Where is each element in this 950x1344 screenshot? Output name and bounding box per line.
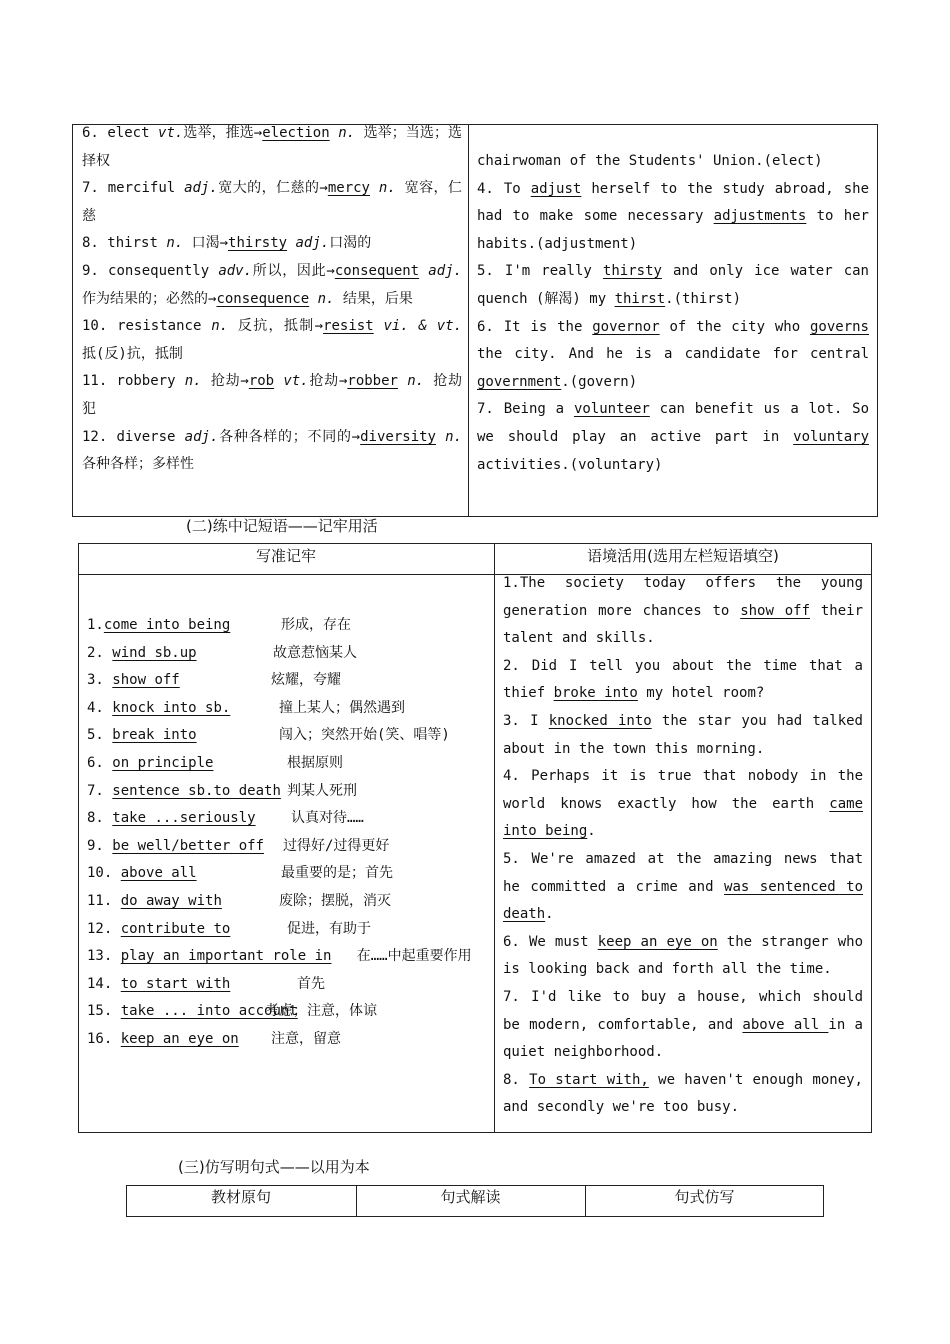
answer: play an important role in xyxy=(120,948,332,965)
phrase-item: 14. to start with 首先 xyxy=(87,975,325,992)
vocab-item-7: 7. merciful adj.宽大的，仁慈的→mercy n. 宽容，仁慈 xyxy=(82,180,462,224)
vocab-item-8: 8. thirst n. 口渴→thirsty adj.口渴的 xyxy=(82,235,372,252)
answer: to start with xyxy=(120,975,231,992)
answer: election xyxy=(262,125,330,141)
sentence-item: 7. I'd like to buy a house, which should be modern, comfortable, and above all in a quiet neighborhood. xyxy=(503,988,863,1061)
answer: come into being xyxy=(103,617,231,633)
vocab-item-6: 6. elect vt.选举，推选→election n. 选举；当选；选择权 xyxy=(82,125,463,169)
phrase-item: 8. take ...seriously 认真对待…… xyxy=(87,810,364,827)
answer: rob xyxy=(248,373,275,390)
answer: adjustments xyxy=(713,208,807,225)
answer: came into being xyxy=(503,795,863,840)
answer: above all xyxy=(742,1016,829,1033)
phrase-item: 6. on principle 根据原则 xyxy=(87,754,343,771)
answer: knock into sb. xyxy=(112,699,231,716)
phrase-table-head-right: 语境活用(选用左栏短语填空) xyxy=(587,547,779,565)
pattern-col-original: 教材原句 xyxy=(210,1188,271,1206)
answer: consequent xyxy=(334,262,420,279)
answer: thirsty xyxy=(228,235,288,252)
answer: do away with xyxy=(120,892,222,909)
vocab-item-9: 9. consequently adv.所以，因此→consequent adj.作为结果的；必然的→consequence n. 结果，后果 xyxy=(82,262,462,307)
usage-6: 6. It is the governor of the city who governs the city. And he is a candidate for central government.(govern) xyxy=(477,318,869,390)
answer: consequence xyxy=(216,290,310,307)
answer: break into xyxy=(112,727,197,744)
sentence-item: 3. I knocked into the star you had talked about in the town this morning. xyxy=(503,712,863,757)
answer: voluntary xyxy=(793,428,869,445)
answer: show off xyxy=(740,602,811,619)
answer: governs xyxy=(809,318,869,335)
phrase-item: 15. take ... into account 考虑；注意，体谅 xyxy=(87,1003,377,1020)
sentence-item: 6. We must keep an eye on the stranger who is looking back and forth all the time. xyxy=(503,933,863,978)
sentence-item: 1.The society today offers the young generation more chances to show off their talent and skills. xyxy=(503,575,864,647)
answer: contribute to xyxy=(120,920,231,937)
answer: adjust xyxy=(530,180,582,197)
answer: sentence sb.to death xyxy=(112,782,281,799)
phrase-item: 3. show off 炫耀，夸耀 xyxy=(87,672,341,689)
phrase-table-head-left: 写准记牢 xyxy=(255,547,316,565)
answer: thirsty xyxy=(602,263,662,280)
phrase-item: 7. sentence sb.to death 判某人死刑 xyxy=(87,782,357,799)
phrase-item: 13. play an important role in 在……中起重要作用 xyxy=(87,948,472,965)
phrase-list xyxy=(87,612,487,1054)
answer: show off xyxy=(112,672,180,689)
phrase-item: 16. keep an eye on 注意，留意 xyxy=(87,1030,341,1047)
phrase-item: 12. contribute to 促进，有助于 xyxy=(87,920,371,937)
answer: robber xyxy=(347,373,398,390)
sentence-item: 5. We're amazed at the amazing news that he committed a crime and was sentenced to death. xyxy=(503,850,864,923)
answer: take ... into account xyxy=(120,1003,298,1020)
sentence-item: 2. Did I tell you about the time that a thief broke into my hotel room? xyxy=(503,657,863,702)
answer: was sentenced to death xyxy=(503,878,864,923)
answer: mercy xyxy=(327,180,370,197)
vocab-right-column xyxy=(477,148,869,479)
sentence-item: 8. To start with, we haven't enough money, and secondly we're too busy. xyxy=(503,1071,863,1116)
answer: government xyxy=(477,373,562,390)
usage-3-tail: chairwoman of the Students' Union.(elect) xyxy=(477,153,823,169)
answer: keep an eye on xyxy=(120,1030,239,1047)
answer: resist xyxy=(323,318,374,335)
usage-5: 5. I'm really thirsty and only ice water can quench (解渴) my thirst.(thirst) xyxy=(477,263,869,307)
vocab-table-divider xyxy=(468,124,469,517)
usage-4: 4. To adjust herself to the study abroad, she had to make some necessary adjustments to her habits.(adjustment) xyxy=(477,180,869,252)
sentence-item: 4. Perhaps it is true that nobody in the world knows exactly how the earth came into being. xyxy=(503,768,863,840)
sentence-list xyxy=(503,570,863,1122)
vocab-left-column xyxy=(82,120,462,479)
answer: wind sb.up xyxy=(112,644,197,661)
phrase-item: 2. wind sb.up 故意惹恼某人 xyxy=(87,644,357,661)
phrase-item: 4. knock into sb. 撞上某人；偶然遇到 xyxy=(87,699,405,716)
answer: keep an eye on xyxy=(597,933,718,950)
vocab-item-12: 12. diverse adj.各种各样的；不同的→diversity n. 各种各样；多样性 xyxy=(82,428,463,473)
pattern-col-analysis: 句式解读 xyxy=(440,1188,501,1206)
answer: thirst xyxy=(614,290,666,307)
phrase-item: 9. be well/better off 过得好/过得更好 xyxy=(87,837,390,854)
usage-7: 7. Being a volunteer can benefit us a lot. So we should play an active part in voluntary activities.(voluntary) xyxy=(477,401,869,473)
phrase-table-divider xyxy=(494,543,495,1133)
phrase-item: 10. above all 最重要的是；首先 xyxy=(87,865,393,882)
phrase-item: 11. do away with 废除；摆脱，消灭 xyxy=(87,892,391,909)
answer: take ...seriously xyxy=(112,810,256,827)
section2-caption: (二)练中记短语——记牢用活 xyxy=(186,517,378,535)
answer: above all xyxy=(120,865,197,882)
phrase-item: 1.come into being 形成，存在 xyxy=(87,617,351,633)
answer: governor xyxy=(592,318,660,335)
pattern-col-imitation: 句式仿写 xyxy=(674,1188,735,1206)
vocab-item-10: 10. resistance n. 反抗，抵制→resist vi. & vt. 抵(反)抗，抵制 xyxy=(82,318,463,362)
answer: volunteer xyxy=(573,401,650,418)
answer: diversity xyxy=(360,428,436,445)
section3-caption: (三)仿写明句式——以用为本 xyxy=(178,1158,370,1176)
answer: on principle xyxy=(112,754,214,771)
answer: knocked into xyxy=(548,712,652,729)
answer: To start with, xyxy=(529,1071,649,1088)
answer: broke into xyxy=(553,685,638,702)
answer: be well/better off xyxy=(112,837,265,854)
vocab-item-11: 11. robbery n. 抢劫→rob vt.抢劫→robber n. 抢劫犯 xyxy=(82,373,463,417)
phrase-item: 5. break into 闯入；突然开始(笑、唱等) xyxy=(87,727,450,744)
